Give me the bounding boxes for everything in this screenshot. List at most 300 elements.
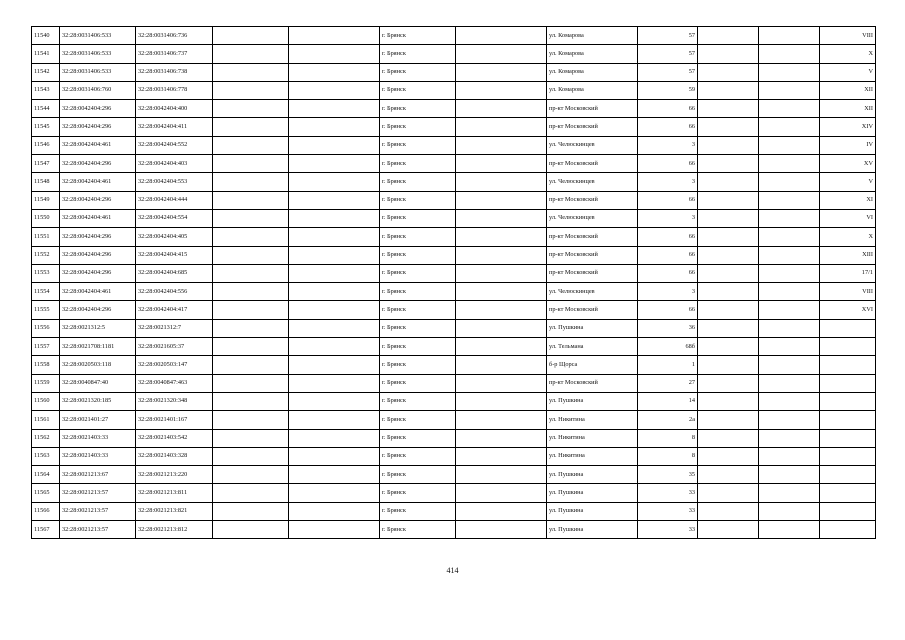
parent-cadastral-number-cell: 32:28:0020503:118 xyxy=(60,356,136,374)
cell-empty-c-cell xyxy=(456,283,547,301)
table-row xyxy=(32,81,876,99)
cadastral-number-cell: 32:28:0042404:685 xyxy=(136,264,213,282)
cell-empty-a-cell xyxy=(213,338,289,356)
cell-empty-e-cell xyxy=(759,521,820,539)
house-number-cell: 1 xyxy=(638,356,698,374)
cell-empty-d-cell xyxy=(698,283,759,301)
cell-empty-c-cell xyxy=(456,447,547,465)
street-cell: ул. Никитина xyxy=(547,447,638,465)
table-row xyxy=(32,466,876,484)
cell-empty-a-cell xyxy=(213,81,289,99)
street-cell: пр-кт Московский xyxy=(547,301,638,319)
house-number-cell: 57 xyxy=(638,27,698,45)
cadastral-number-cell: 32:28:0042404:556 xyxy=(136,283,213,301)
cell-empty-c-cell xyxy=(456,45,547,63)
premises-number-cell xyxy=(820,447,876,465)
cell-empty-c-cell xyxy=(456,392,547,410)
cell-empty-d-cell xyxy=(698,118,759,136)
cell-empty-e-cell xyxy=(759,502,820,520)
house-number-cell: 33 xyxy=(638,521,698,539)
premises-number-cell: XV xyxy=(820,155,876,173)
parent-cadastral-number-cell: 32:28:0042404:461 xyxy=(60,173,136,191)
cell-empty-a-cell xyxy=(213,429,289,447)
row-number-cell: 11548 xyxy=(32,173,60,191)
cell-empty-b-cell xyxy=(289,81,380,99)
parent-cadastral-number-cell: 32:28:0040847:40 xyxy=(60,374,136,392)
cell-empty-c-cell xyxy=(456,118,547,136)
table-row xyxy=(32,319,876,337)
table-row xyxy=(32,27,876,45)
table-row xyxy=(32,374,876,392)
cell-empty-d-cell xyxy=(698,173,759,191)
table-row xyxy=(32,356,876,374)
cell-empty-c-cell xyxy=(456,466,547,484)
cell-empty-a-cell xyxy=(213,27,289,45)
cell-empty-a-cell xyxy=(213,136,289,154)
parent-cadastral-number-cell: 32:28:0042404:296 xyxy=(60,301,136,319)
street-cell: ул. Комарова xyxy=(547,81,638,99)
cell-empty-c-cell xyxy=(456,521,547,539)
row-number-cell: 11566 xyxy=(32,502,60,520)
table-row xyxy=(32,264,876,282)
cadastral-number-cell: 32:28:0031406:778 xyxy=(136,81,213,99)
row-number-cell: 11547 xyxy=(32,155,60,173)
cell-empty-e-cell xyxy=(759,173,820,191)
parent-cadastral-number-cell: 32:28:0042404:296 xyxy=(60,118,136,136)
premises-number-cell xyxy=(820,374,876,392)
table-row xyxy=(32,429,876,447)
cell-empty-c-cell xyxy=(456,429,547,447)
cell-empty-d-cell xyxy=(698,356,759,374)
premises-number-cell xyxy=(820,338,876,356)
cell-empty-b-cell xyxy=(289,136,380,154)
city-cell: г. Брянск xyxy=(380,502,456,520)
house-number-cell: 36 xyxy=(638,319,698,337)
cell-empty-e-cell xyxy=(759,45,820,63)
table-row xyxy=(32,283,876,301)
cell-empty-e-cell xyxy=(759,155,820,173)
premises-number-cell: V xyxy=(820,173,876,191)
cell-empty-b-cell xyxy=(289,100,380,118)
cadastral-number-cell: 32:28:0031406:736 xyxy=(136,27,213,45)
cell-empty-c-cell xyxy=(456,63,547,81)
city-cell: г. Брянск xyxy=(380,392,456,410)
cell-empty-d-cell xyxy=(698,191,759,209)
parent-cadastral-number-cell: 32:28:0042404:296 xyxy=(60,191,136,209)
row-number-cell: 11550 xyxy=(32,209,60,227)
cell-empty-e-cell xyxy=(759,356,820,374)
premises-number-cell xyxy=(820,429,876,447)
cell-empty-c-cell xyxy=(456,356,547,374)
street-cell: ул. Тельмана xyxy=(547,338,638,356)
parent-cadastral-number-cell: 32:28:0021403:33 xyxy=(60,429,136,447)
cell-empty-a-cell xyxy=(213,228,289,246)
cell-empty-b-cell xyxy=(289,45,380,63)
street-cell: ул. Комарова xyxy=(547,63,638,81)
parent-cadastral-number-cell: 32:28:0042404:296 xyxy=(60,264,136,282)
street-cell: пр-кт Московский xyxy=(547,155,638,173)
premises-number-cell xyxy=(820,356,876,374)
cell-empty-d-cell xyxy=(698,319,759,337)
cell-empty-d-cell xyxy=(698,27,759,45)
cadastral-number-cell: 32:28:0021605:37 xyxy=(136,338,213,356)
cell-empty-c-cell xyxy=(456,191,547,209)
cell-empty-a-cell xyxy=(213,484,289,502)
cadastral-number-cell: 32:28:0042404:400 xyxy=(136,100,213,118)
street-cell: пр-кт Московский xyxy=(547,118,638,136)
city-cell: г. Брянск xyxy=(380,301,456,319)
city-cell: г. Брянск xyxy=(380,27,456,45)
parent-cadastral-number-cell: 32:28:0031406:533 xyxy=(60,27,136,45)
cell-empty-d-cell xyxy=(698,484,759,502)
house-number-cell: 66 xyxy=(638,228,698,246)
cell-empty-e-cell xyxy=(759,118,820,136)
table-row xyxy=(32,136,876,154)
cell-empty-c-cell xyxy=(456,27,547,45)
table-row xyxy=(32,118,876,136)
cell-empty-a-cell xyxy=(213,173,289,191)
city-cell: г. Брянск xyxy=(380,228,456,246)
cell-empty-a-cell xyxy=(213,246,289,264)
house-number-cell: 66 xyxy=(638,301,698,319)
cadastral-number-cell: 32:28:0021213:811 xyxy=(136,484,213,502)
house-number-cell: 8 xyxy=(638,447,698,465)
street-cell: ул. Пушкина xyxy=(547,521,638,539)
row-number-cell: 11557 xyxy=(32,338,60,356)
cell-empty-e-cell xyxy=(759,484,820,502)
premises-number-cell: XII xyxy=(820,81,876,99)
street-cell: ул. Никитина xyxy=(547,411,638,429)
street-cell: ул. Пушкина xyxy=(547,484,638,502)
row-number-cell: 11545 xyxy=(32,118,60,136)
table-row xyxy=(32,301,876,319)
cadastral-number-cell: 32:28:0042404:552 xyxy=(136,136,213,154)
house-number-cell: 8 xyxy=(638,429,698,447)
table-row xyxy=(32,521,876,539)
cell-empty-d-cell xyxy=(698,100,759,118)
cell-empty-a-cell xyxy=(213,155,289,173)
city-cell: г. Брянск xyxy=(380,155,456,173)
house-number-cell: 66 xyxy=(638,264,698,282)
street-cell: б-р Щорса xyxy=(547,356,638,374)
cell-empty-d-cell xyxy=(698,81,759,99)
cadastral-number-cell: 32:28:0021213:812 xyxy=(136,521,213,539)
row-number-cell: 11549 xyxy=(32,191,60,209)
premises-number-cell: 17/1 xyxy=(820,264,876,282)
street-cell: пр-кт Московский xyxy=(547,374,638,392)
table-row xyxy=(32,155,876,173)
cell-empty-a-cell xyxy=(213,447,289,465)
cell-empty-e-cell xyxy=(759,27,820,45)
premises-number-cell xyxy=(820,502,876,520)
cell-empty-d-cell xyxy=(698,392,759,410)
city-cell: г. Брянск xyxy=(380,338,456,356)
cell-empty-d-cell xyxy=(698,209,759,227)
cell-empty-c-cell xyxy=(456,136,547,154)
cell-empty-c-cell xyxy=(456,301,547,319)
cadastral-number-cell: 32:28:0021403:542 xyxy=(136,429,213,447)
street-cell: пр-кт Московский xyxy=(547,100,638,118)
parent-cadastral-number-cell: 32:28:0042404:296 xyxy=(60,100,136,118)
cell-empty-c-cell xyxy=(456,173,547,191)
row-number-cell: 11554 xyxy=(32,283,60,301)
city-cell: г. Брянск xyxy=(380,429,456,447)
city-cell: г. Брянск xyxy=(380,81,456,99)
cell-empty-b-cell xyxy=(289,118,380,136)
cell-empty-c-cell xyxy=(456,374,547,392)
row-number-cell: 11563 xyxy=(32,447,60,465)
cell-empty-e-cell xyxy=(759,411,820,429)
cadastral-number-cell: 32:28:0042404:415 xyxy=(136,246,213,264)
cell-empty-e-cell xyxy=(759,392,820,410)
city-cell: г. Брянск xyxy=(380,521,456,539)
cell-empty-b-cell xyxy=(289,246,380,264)
cell-empty-c-cell xyxy=(456,411,547,429)
cell-empty-c-cell xyxy=(456,502,547,520)
house-number-cell: 57 xyxy=(638,63,698,81)
table-row xyxy=(32,173,876,191)
house-number-cell: 3 xyxy=(638,173,698,191)
row-number-cell: 11541 xyxy=(32,45,60,63)
cell-empty-e-cell xyxy=(759,283,820,301)
cell-empty-b-cell xyxy=(289,338,380,356)
cell-empty-d-cell xyxy=(698,411,759,429)
parent-cadastral-number-cell: 32:28:0021403:33 xyxy=(60,447,136,465)
cell-empty-c-cell xyxy=(456,228,547,246)
cell-empty-d-cell xyxy=(698,228,759,246)
house-number-cell: 66 xyxy=(638,246,698,264)
city-cell: г. Брянск xyxy=(380,484,456,502)
house-number-cell: 59 xyxy=(638,81,698,99)
cell-empty-e-cell xyxy=(759,447,820,465)
cell-empty-e-cell xyxy=(759,100,820,118)
table-row xyxy=(32,484,876,502)
cell-empty-d-cell xyxy=(698,136,759,154)
cadastral-number-cell: 32:28:0021213:220 xyxy=(136,466,213,484)
cell-empty-b-cell xyxy=(289,319,380,337)
row-number-cell: 11546 xyxy=(32,136,60,154)
house-number-cell: 57 xyxy=(638,45,698,63)
cell-empty-a-cell xyxy=(213,521,289,539)
premises-number-cell: X xyxy=(820,45,876,63)
parent-cadastral-number-cell: 32:28:0021312:5 xyxy=(60,319,136,337)
row-number-cell: 11543 xyxy=(32,81,60,99)
house-number-cell: 35 xyxy=(638,466,698,484)
table-row xyxy=(32,447,876,465)
cadastral-number-cell: 32:28:0042404:403 xyxy=(136,155,213,173)
city-cell: г. Брянск xyxy=(380,466,456,484)
row-number-cell: 11567 xyxy=(32,521,60,539)
cadastral-number-cell: 32:28:0021403:328 xyxy=(136,447,213,465)
row-number-cell: 11555 xyxy=(32,301,60,319)
row-number-cell: 11560 xyxy=(32,392,60,410)
city-cell: г. Брянск xyxy=(380,374,456,392)
parent-cadastral-number-cell: 32:28:0021708:1181 xyxy=(60,338,136,356)
registry-table xyxy=(31,26,876,539)
street-cell: ул. Пушкина xyxy=(547,502,638,520)
house-number-cell: 3 xyxy=(638,209,698,227)
cadastral-number-cell: 32:28:0042404:417 xyxy=(136,301,213,319)
street-cell: пр-кт Московский xyxy=(547,191,638,209)
cell-empty-e-cell xyxy=(759,191,820,209)
house-number-cell: 66 xyxy=(638,155,698,173)
cell-empty-d-cell xyxy=(698,374,759,392)
row-number-cell: 11553 xyxy=(32,264,60,282)
city-cell: г. Брянск xyxy=(380,283,456,301)
cell-empty-a-cell xyxy=(213,191,289,209)
cell-empty-c-cell xyxy=(456,246,547,264)
city-cell: г. Брянск xyxy=(380,136,456,154)
street-cell: ул. Комарова xyxy=(547,27,638,45)
cell-empty-b-cell xyxy=(289,429,380,447)
cell-empty-b-cell xyxy=(289,466,380,484)
street-cell: ул. Пушкина xyxy=(547,319,638,337)
cadastral-number-cell: 32:28:0021320:348 xyxy=(136,392,213,410)
parent-cadastral-number-cell: 32:28:0031406:533 xyxy=(60,45,136,63)
cadastral-number-cell: 32:28:0031406:737 xyxy=(136,45,213,63)
cell-empty-a-cell xyxy=(213,301,289,319)
house-number-cell: 68б xyxy=(638,338,698,356)
table-row xyxy=(32,246,876,264)
parent-cadastral-number-cell: 32:28:0042404:461 xyxy=(60,136,136,154)
house-number-cell: 66 xyxy=(638,100,698,118)
city-cell: г. Брянск xyxy=(380,209,456,227)
parent-cadastral-number-cell: 32:28:0042404:461 xyxy=(60,283,136,301)
table-row xyxy=(32,392,876,410)
cell-empty-d-cell xyxy=(698,301,759,319)
cadastral-number-cell: 32:28:0042404:553 xyxy=(136,173,213,191)
city-cell: г. Брянск xyxy=(380,191,456,209)
cell-empty-b-cell xyxy=(289,502,380,520)
city-cell: г. Брянск xyxy=(380,319,456,337)
cadastral-number-cell: 32:28:0020503:147 xyxy=(136,356,213,374)
premises-number-cell: XIV xyxy=(820,118,876,136)
premises-number-cell: X xyxy=(820,228,876,246)
street-cell: ул. Челюскинцев xyxy=(547,173,638,191)
street-cell: ул. Комарова xyxy=(547,45,638,63)
cell-empty-a-cell xyxy=(213,356,289,374)
cell-empty-d-cell xyxy=(698,521,759,539)
cadastral-number-cell: 32:28:0042404:405 xyxy=(136,228,213,246)
city-cell: г. Брянск xyxy=(380,447,456,465)
parent-cadastral-number-cell: 32:28:0021320:185 xyxy=(60,392,136,410)
premises-number-cell: XI xyxy=(820,191,876,209)
cell-empty-a-cell xyxy=(213,319,289,337)
cadastral-number-cell: 32:28:0021213:821 xyxy=(136,502,213,520)
parent-cadastral-number-cell: 32:28:0021401:27 xyxy=(60,411,136,429)
cell-empty-d-cell xyxy=(698,502,759,520)
premises-number-cell xyxy=(820,319,876,337)
table-row xyxy=(32,63,876,81)
row-number-cell: 11564 xyxy=(32,466,60,484)
table-row xyxy=(32,411,876,429)
table-body xyxy=(32,27,876,539)
premises-number-cell: IV xyxy=(820,136,876,154)
row-number-cell: 11552 xyxy=(32,246,60,264)
cell-empty-d-cell xyxy=(698,338,759,356)
cell-empty-a-cell xyxy=(213,374,289,392)
cell-empty-d-cell xyxy=(698,429,759,447)
cadastral-number-cell: 32:28:0021401:167 xyxy=(136,411,213,429)
row-number-cell: 11544 xyxy=(32,100,60,118)
premises-number-cell: XIII xyxy=(820,246,876,264)
cell-empty-c-cell xyxy=(456,155,547,173)
cell-empty-c-cell xyxy=(456,319,547,337)
cell-empty-c-cell xyxy=(456,264,547,282)
table-row xyxy=(32,338,876,356)
cell-empty-b-cell xyxy=(289,63,380,81)
cell-empty-e-cell xyxy=(759,466,820,484)
cell-empty-b-cell xyxy=(289,484,380,502)
cell-empty-e-cell xyxy=(759,63,820,81)
cell-empty-a-cell xyxy=(213,502,289,520)
house-number-cell: 27 xyxy=(638,374,698,392)
cell-empty-d-cell xyxy=(698,155,759,173)
city-cell: г. Брянск xyxy=(380,173,456,191)
premises-number-cell: XII xyxy=(820,100,876,118)
cell-empty-e-cell xyxy=(759,81,820,99)
cell-empty-d-cell xyxy=(698,246,759,264)
cell-empty-c-cell xyxy=(456,484,547,502)
cell-empty-a-cell xyxy=(213,100,289,118)
row-number-cell: 11540 xyxy=(32,27,60,45)
house-number-cell: 2а xyxy=(638,411,698,429)
city-cell: г. Брянск xyxy=(380,264,456,282)
cell-empty-a-cell xyxy=(213,466,289,484)
city-cell: г. Брянск xyxy=(380,246,456,264)
row-number-cell: 11542 xyxy=(32,63,60,81)
city-cell: г. Брянск xyxy=(380,356,456,374)
row-number-cell: 11551 xyxy=(32,228,60,246)
row-number-cell: 11558 xyxy=(32,356,60,374)
cell-empty-e-cell xyxy=(759,374,820,392)
cell-empty-e-cell xyxy=(759,136,820,154)
house-number-cell: 33 xyxy=(638,484,698,502)
parent-cadastral-number-cell: 32:28:0021213:67 xyxy=(60,466,136,484)
cell-empty-d-cell xyxy=(698,264,759,282)
cell-empty-a-cell xyxy=(213,283,289,301)
cadastral-number-cell: 32:28:0040847:463 xyxy=(136,374,213,392)
house-number-cell: 3 xyxy=(638,136,698,154)
cell-empty-d-cell xyxy=(698,447,759,465)
city-cell: г. Брянск xyxy=(380,100,456,118)
cadastral-number-cell: 32:28:0021312:7 xyxy=(136,319,213,337)
cell-empty-b-cell xyxy=(289,191,380,209)
house-number-cell: 14 xyxy=(638,392,698,410)
street-cell: пр-кт Московский xyxy=(547,264,638,282)
cell-empty-c-cell xyxy=(456,338,547,356)
cell-empty-b-cell xyxy=(289,392,380,410)
parent-cadastral-number-cell: 32:28:0021213:57 xyxy=(60,521,136,539)
city-cell: г. Брянск xyxy=(380,118,456,136)
street-cell: ул. Челюскинцев xyxy=(547,136,638,154)
table-row xyxy=(32,191,876,209)
cell-empty-a-cell xyxy=(213,63,289,81)
street-cell: ул. Никитина xyxy=(547,429,638,447)
cell-empty-e-cell xyxy=(759,319,820,337)
table-row xyxy=(32,209,876,227)
cell-empty-b-cell xyxy=(289,228,380,246)
cell-empty-e-cell xyxy=(759,301,820,319)
parent-cadastral-number-cell: 32:28:0031406:760 xyxy=(60,81,136,99)
premises-number-cell: XVI xyxy=(820,301,876,319)
page-number: 414 xyxy=(446,566,459,575)
parent-cadastral-number-cell: 32:28:0031406:533 xyxy=(60,63,136,81)
street-cell: ул. Челюскинцев xyxy=(547,209,638,227)
cell-empty-d-cell xyxy=(698,466,759,484)
cadastral-number-cell: 32:28:0042404:554 xyxy=(136,209,213,227)
cell-empty-a-cell xyxy=(213,45,289,63)
